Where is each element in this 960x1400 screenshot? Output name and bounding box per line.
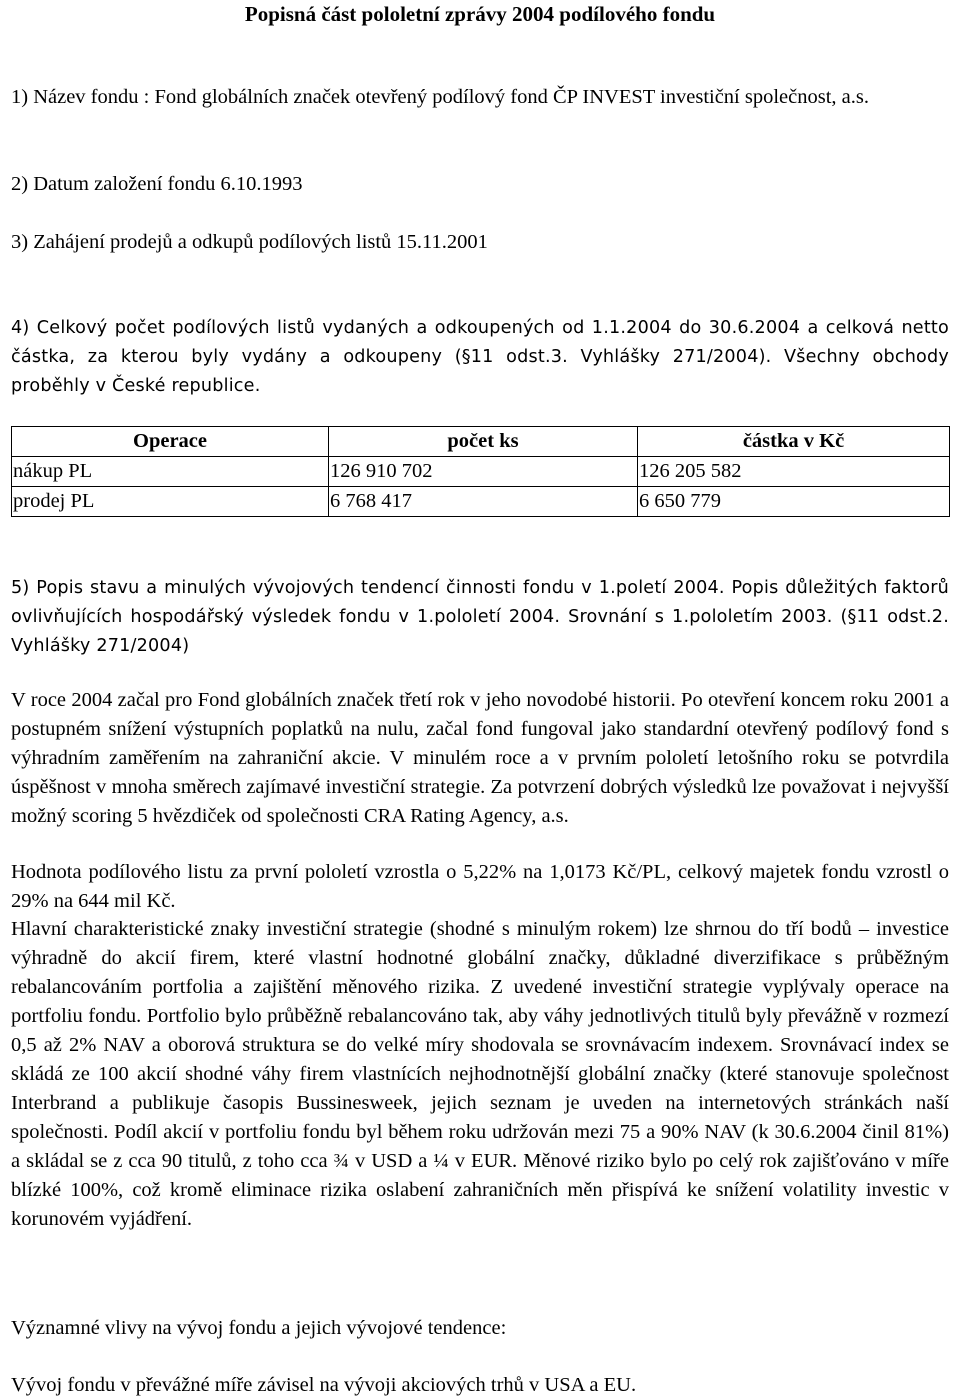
item-sales-start: 3) Zahájení prodejů a odkupů podílových listů 15.11.2001 xyxy=(11,231,488,253)
table-cell: 6 650 779 xyxy=(638,487,950,517)
table-cell: prodej PL xyxy=(12,487,329,517)
item-fund-name: 1) Název fondu : Fond globálních značek otevřený podílový fond ČP INVEST investiční společnost, a.s. xyxy=(11,86,869,108)
table-header-row xyxy=(12,427,950,457)
operations-table xyxy=(11,426,950,517)
paragraph-market-dependence: Vývoj fondu v převážné míře závisel na vývoji akciových trhů v USA a EU. xyxy=(11,1374,637,1396)
table-cell: 6 768 417 xyxy=(329,487,638,517)
item-founding-date: 2) Datum založení fondu 6.10.1993 xyxy=(11,173,303,195)
paragraph-fund-history: V roce 2004 začal pro Fond globálních značek třetí rok v jeho novodobé historii. Po otevření koncem roku 2001 a postupném snížení výstupních poplatků na nulu, začal fond fungoval jako standardní otevřený podílový fond s výhradním zaměřením na zahraniční akcie. V minulém roce a v prvním pololetí letošního roku se potvrdila úspěšnost v mnoha směrech zajímavé investiční strategie. Za potvrzení dobrých výsledků lze považovat i nejvyšší možný scoring 5 hvězdiček od společnosti CRA Rating Agency, a.s. xyxy=(11,689,949,827)
item-activity-description: 5) Popis stavu a minulých vývojových tendencí činnosti fondu v 1.poletí 2004. Popis důležitých faktorů ovlivňujících hospodářský výsledek fondu v 1.pololetí 2004. Srovnání s 1.pololetím 2003. (§11 odst.2. Vyhlášky 271/2004) xyxy=(11,578,949,656)
column-header-operation: Operace xyxy=(12,427,329,457)
table-cell: nákup PL xyxy=(12,457,329,487)
table-cell: 126 205 582 xyxy=(638,457,950,487)
paragraph-investment-strategy: Hlavní charakteristické znaky investiční strategie (shodné s minulým rokem) lze shrnou do tří bodů – investice výhradně do akcií firem, které vlastní hodnotné globální značky, důkladné diverzifikace s průběžným rebalancováním portfolia a zajištění měnového rizika. Z uvedené investiční strategie vyplývaly operace na portfoliu fondu. Portfolio bylo průběžně rebalancováno tak, aby váhy jednotlivých titulů byly převážně v rozmezí 0,5 až 2% NAV a oborová struktura se do velké míry shodovala se srovnávacím indexem. Srovnávací index se skládá ze 100 akcií shodné váhy firem vlastnících nejhodnotnější globální značky (které stanovuje společnost Interbrand a publikuje časopis Bussinesweek, jejich seznam je uveden na internetových stránkách naší společnosti. Podíl akcií v portfoliu fondu byl během roku udržován mezi 75 a 90% NAV (k 30.6.2004 činil 81%) a skládal se z cca 90 titulů, z toho cca ¾ v USD a ¼ v EUR. Měnové riziko bylo po celý rok zajišťováno v míře blízké 100%, což kromě eliminace rizika oslabení zahraničních měn přispívá ke snížení volatility investic v korunovém vyjádření. xyxy=(11,918,949,1230)
table-cell: 126 910 702 xyxy=(329,457,638,487)
item-units-issued: 4) Celkový počet podílových listů vydaných a odkoupených od 1.1.2004 do 30.6.2004 a celková netto částka, za kterou byly vydány a odkoupeny (§11 odst.3. Vyhlášky 271/2004). Všechny obchody proběhly v České republice. xyxy=(11,318,949,396)
table-row xyxy=(12,487,950,517)
paragraph-unit-value: Hodnota podílového listu za první pololetí vzrostla o 5,22% na 1,0173 Kč/PL, celkový majetek fondu vzrostl o 29% na 644 mil Kč. xyxy=(11,861,949,912)
paragraph-significant-influences: Významné vlivy na vývoj fondu a jejich vývojové tendence: xyxy=(11,1317,507,1339)
column-header-count: počet ks xyxy=(329,427,638,457)
table-row xyxy=(12,457,950,487)
column-header-amount: částka v Kč xyxy=(638,427,950,457)
document-title: Popisná část pololetní zprávy 2004 podílového fondu xyxy=(244,2,716,26)
